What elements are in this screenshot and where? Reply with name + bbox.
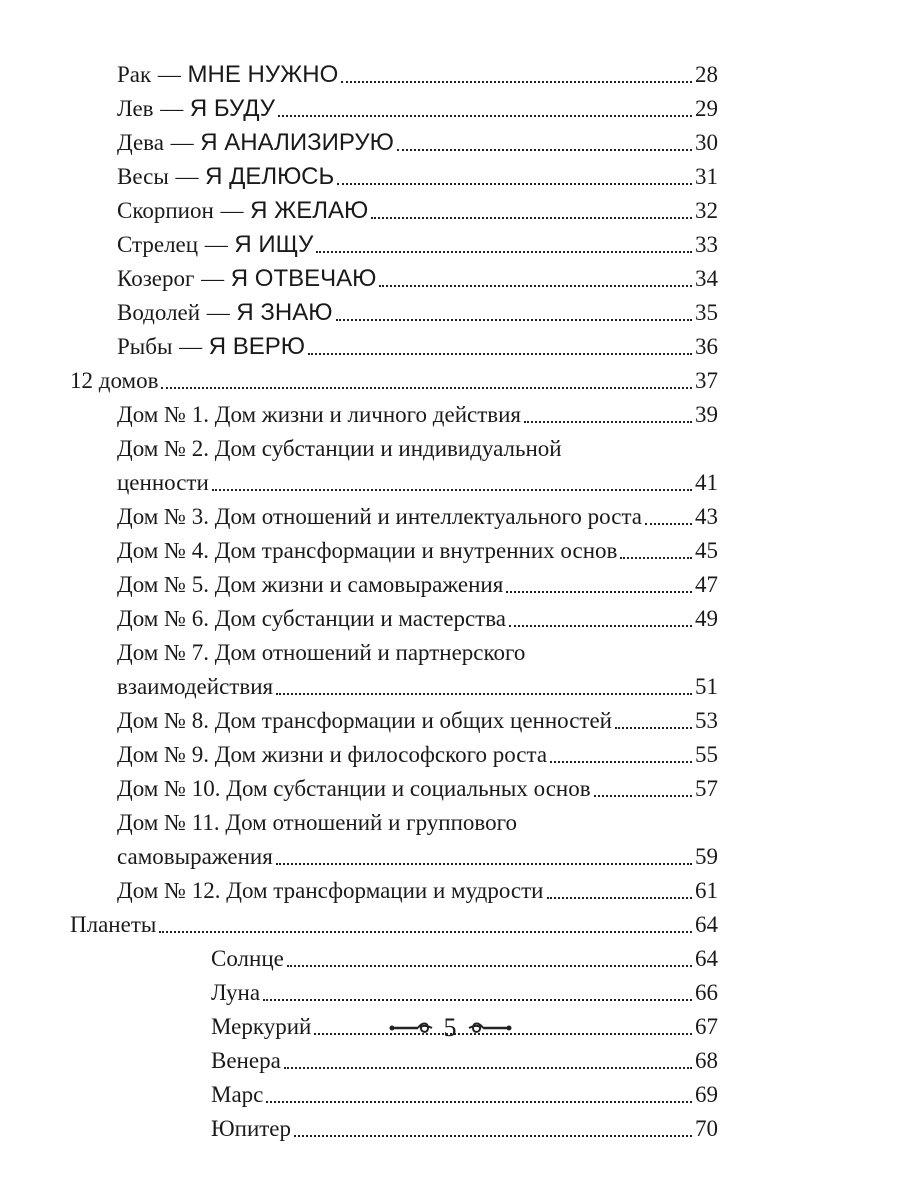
toc-entry-zodiac[interactable] <box>117 192 718 226</box>
dash-separator: — <box>206 300 230 325</box>
toc-page-number: 57 <box>695 776 718 801</box>
dot-leader <box>506 591 692 593</box>
dot-leader <box>276 863 692 865</box>
toc-entry-label: Марс <box>211 1082 264 1107</box>
toc-entry-label: Юпитер <box>211 1116 292 1141</box>
zodiac-motto: Я ВЕРЮ <box>208 333 306 360</box>
zodiac-motto: Я ДЕЛЮСЬ <box>205 163 335 190</box>
toc-page-number: 47 <box>695 572 718 597</box>
toc-page-number: 68 <box>695 1048 718 1073</box>
toc-entry-zodiac[interactable] <box>117 260 718 294</box>
toc-entry-house[interactable] <box>117 566 718 600</box>
toc-entry-zodiac[interactable] <box>117 90 718 124</box>
toc-entry-label: Дом № 6. Дом субстанции и мастерства <box>117 606 507 631</box>
left-ornament-icon <box>388 1020 434 1036</box>
zodiac-motto: Я БУДУ <box>189 95 275 122</box>
toc-entry-planet[interactable] <box>211 974 718 1008</box>
dot-leader <box>379 285 692 287</box>
toc-entry-label <box>117 298 333 328</box>
toc-entry-zodiac[interactable] <box>117 294 718 328</box>
dot-leader <box>615 727 692 729</box>
dot-leader <box>276 693 692 695</box>
dot-leader <box>524 421 692 423</box>
dot-leader <box>212 489 692 491</box>
zodiac-motto: МНЕ НУЖНО <box>187 61 339 88</box>
toc-entry-planet[interactable] <box>211 940 718 974</box>
toc-page-number: 70 <box>695 1116 718 1141</box>
toc-page-number: 49 <box>695 606 718 631</box>
toc-page-number: 61 <box>695 878 718 903</box>
toc-entry-house-continuation[interactable] <box>117 464 718 498</box>
toc-entry-label <box>117 196 368 226</box>
page-folio <box>0 1010 900 1046</box>
dash-separator: — <box>201 266 225 291</box>
toc-page-number: 31 <box>695 164 718 189</box>
toc-page-number: 51 <box>695 674 718 699</box>
zodiac-motto: Я ЖЕЛАЮ <box>250 197 369 224</box>
toc-entry-zodiac[interactable] <box>117 226 718 260</box>
toc-entry-label <box>117 162 334 192</box>
zodiac-sign-name: Весы <box>117 164 169 189</box>
zodiac-sign-name: Дева <box>117 130 164 155</box>
toc-entry-label: Дом № 1. Дом жизни и личного действия <box>117 402 522 427</box>
dash-separator: — <box>204 232 228 257</box>
dot-leader <box>645 523 692 525</box>
toc-page-number: 34 <box>695 266 718 291</box>
toc-entry-label: взаимодействия <box>117 674 274 699</box>
toc-entry-label: ценности <box>117 470 209 495</box>
toc-page-number: 32 <box>695 198 718 223</box>
zodiac-motto: Я ИЩУ <box>234 231 314 258</box>
toc-entry-label: Дом № 11. Дом отношений и группового <box>117 810 517 835</box>
toc-section-planets[interactable] <box>70 906 718 940</box>
toc-entry-label <box>117 332 305 362</box>
toc-entry-zodiac[interactable] <box>117 328 718 362</box>
dot-leader <box>337 183 692 185</box>
toc-entry-zodiac[interactable] <box>117 56 718 90</box>
dash-separator: — <box>160 96 184 121</box>
toc-section-houses[interactable] <box>70 362 718 396</box>
toc-entry-label <box>117 230 313 260</box>
dot-leader <box>161 387 692 389</box>
dot-leader <box>287 965 692 967</box>
dot-leader <box>397 149 692 151</box>
dot-leader <box>266 1101 692 1103</box>
dot-leader <box>263 999 692 1001</box>
toc-entry-label: Дом № 8. Дом трансформации и общих ценностей <box>117 708 612 733</box>
dot-leader <box>547 897 693 899</box>
toc-entry-label: Дом № 12. Дом трансформации и мудрости <box>117 878 544 903</box>
zodiac-sign-name: Рыбы <box>117 334 173 359</box>
toc-entry-label <box>117 128 394 158</box>
toc-page-number: 30 <box>695 130 718 155</box>
zodiac-sign-name: Стрелец <box>117 232 199 257</box>
toc-entry-label: 12 домов <box>70 368 159 393</box>
toc-entry-label: Дом № 9. Дом жизни и философского роста <box>117 742 548 767</box>
toc-page-number: 64 <box>695 946 718 971</box>
toc-entry-label: Дом № 7. Дом отношений и партнерского <box>117 640 526 665</box>
toc-entry-label: самовыражения <box>117 844 273 869</box>
toc-entry-house[interactable] <box>117 498 718 532</box>
toc-page-number: 41 <box>695 470 718 495</box>
dash-separator: — <box>179 334 203 359</box>
zodiac-motto: Я АНАЛИЗИРУЮ <box>200 129 394 156</box>
zodiac-sign-name: Козерог <box>117 266 195 291</box>
toc-entry-label: Солнце <box>211 946 284 971</box>
dot-leader <box>284 1067 692 1069</box>
toc-entry-label: Планеты <box>70 912 157 937</box>
toc-entry-label: Дом № 4. Дом трансформации и внутренних основ <box>117 538 618 563</box>
toc-entry-planet[interactable] <box>211 1076 718 1110</box>
toc-entry-house[interactable] <box>117 600 718 634</box>
toc-entry-house[interactable] <box>117 770 718 804</box>
toc-page-number: 39 <box>695 402 718 427</box>
toc-page-number: 37 <box>695 368 718 393</box>
toc-page-number: 35 <box>695 300 718 325</box>
page-number: 5 <box>443 1013 457 1042</box>
toc-page-number: 36 <box>695 334 718 359</box>
toc-page-number: 69 <box>695 1082 718 1107</box>
dot-leader <box>509 625 692 627</box>
toc-entry-label: Меркурий <box>211 1014 312 1039</box>
toc-entry-house[interactable] <box>117 804 718 838</box>
dash-separator: — <box>170 130 194 155</box>
dot-leader <box>371 217 692 219</box>
toc-entry-label: Дом № 3. Дом отношений и интеллектуального роста <box>117 504 642 529</box>
toc-entry-label: Дом № 2. Дом субстанции и индивидуальной <box>117 436 562 461</box>
toc-entry-label <box>117 94 275 124</box>
toc-entry-label: Дом № 10. Дом субстанции и социальных основ <box>117 776 591 801</box>
dot-leader <box>620 557 692 559</box>
toc-page-number: 66 <box>695 980 718 1005</box>
toc-entry-house[interactable] <box>117 702 718 736</box>
toc-page-number: 33 <box>695 232 718 257</box>
toc-entry-house[interactable] <box>117 872 718 906</box>
dot-leader <box>336 319 692 321</box>
toc-page-number: 43 <box>695 504 718 529</box>
dash-separator: — <box>175 164 199 189</box>
toc-entry-house[interactable] <box>117 532 718 566</box>
zodiac-sign-name: Скорпион <box>117 198 214 223</box>
toc-entry-zodiac[interactable] <box>117 124 718 158</box>
dash-separator: — <box>220 198 244 223</box>
right-ornament-icon <box>467 1020 513 1036</box>
zodiac-motto: Я ЗНАЮ <box>236 299 333 326</box>
toc-entry-house[interactable] <box>117 430 718 464</box>
toc-entry-house-continuation[interactable] <box>117 668 718 702</box>
toc-entry-zodiac[interactable] <box>117 158 718 192</box>
toc-entry-house[interactable] <box>117 396 718 430</box>
dot-leader <box>159 931 692 933</box>
dot-leader <box>316 251 692 253</box>
toc-page-number: 55 <box>695 742 718 767</box>
dot-leader <box>308 353 692 355</box>
zodiac-sign-name: Рак <box>117 62 152 87</box>
dot-leader <box>278 115 692 117</box>
toc-entry-house-continuation[interactable] <box>117 838 718 872</box>
dash-separator: — <box>157 62 181 87</box>
toc-page-number: 45 <box>695 538 718 563</box>
toc-entry-label: Дом № 5. Дом жизни и самовыражения <box>117 572 504 597</box>
dot-leader <box>341 81 692 83</box>
zodiac-motto: Я ОТВЕЧАЮ <box>230 265 377 292</box>
toc-page-number: 59 <box>695 844 718 869</box>
zodiac-sign-name: Водолей <box>117 300 201 325</box>
toc-page-number: 53 <box>695 708 718 733</box>
dot-leader <box>294 1135 692 1137</box>
toc-entry-label <box>117 264 376 294</box>
toc-page-number: 67 <box>695 1014 718 1039</box>
toc-page-number: 28 <box>695 62 718 87</box>
zodiac-sign-name: Лев <box>117 96 154 121</box>
dot-leader <box>594 795 692 797</box>
toc-entry-house[interactable] <box>117 736 718 770</box>
toc-entry-label: Луна <box>211 980 261 1005</box>
toc-entry-label: Венера <box>211 1048 281 1073</box>
toc-entry-label <box>117 60 338 90</box>
toc-entry-planet[interactable] <box>211 1110 718 1144</box>
toc-page-number: 29 <box>695 96 718 121</box>
toc-page-number: 64 <box>695 912 718 937</box>
toc-entry-house[interactable] <box>117 634 718 668</box>
toc-entry-planet[interactable] <box>211 1042 718 1076</box>
dot-leader <box>550 761 692 763</box>
